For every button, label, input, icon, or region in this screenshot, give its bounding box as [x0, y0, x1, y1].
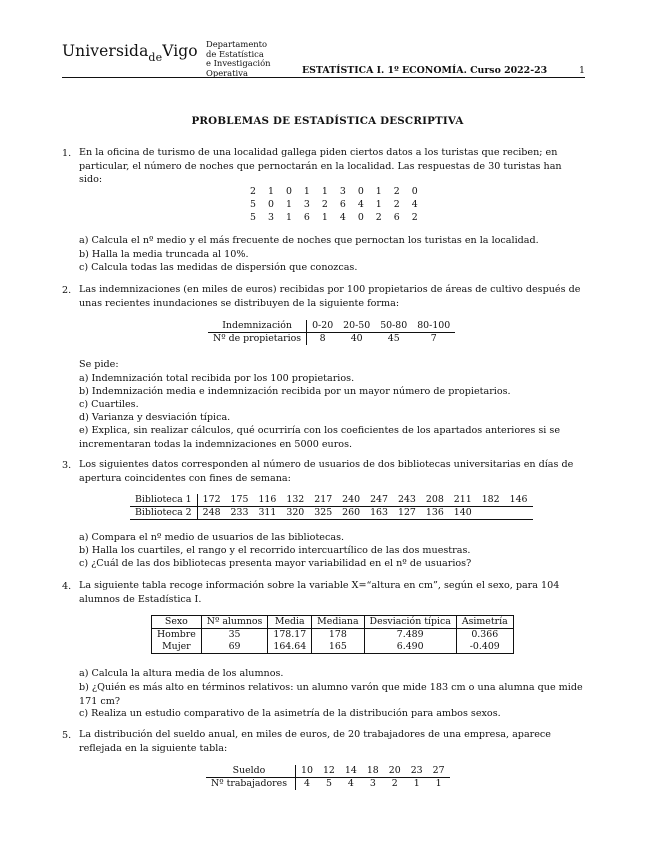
header-rule [62, 77, 585, 78]
problem-2-a: a) Indemnización total recibida por los 100 propietarios. [79, 373, 355, 384]
table-cell: Sexo [152, 616, 202, 629]
table-cell: 325 [314, 507, 333, 518]
table-row [130, 494, 533, 507]
table-cell: Nº alumnos [201, 616, 268, 629]
table-cell: 7.489 [364, 629, 456, 642]
department-name: Departamento de Estatística e Investigación Operativa [206, 39, 271, 78]
problem-2-b: b) Indemnización media e indemnización recibida por un mayor número de propietarios. [79, 386, 511, 397]
table-cell: 243 [393, 494, 421, 507]
table-cell: 5 [250, 199, 256, 210]
table-cell: 0 [357, 212, 364, 223]
table-cell: 6 [303, 212, 310, 223]
table-cell: 1 [285, 212, 292, 223]
table-cell: 178.17 [268, 629, 312, 642]
table-row [206, 765, 450, 778]
table-cell: 172 [197, 494, 225, 507]
table-header-row [152, 616, 514, 629]
table-cell: 4 [411, 199, 418, 210]
table-cell: 45 [387, 333, 400, 344]
table-cell: 247 [365, 494, 393, 507]
problem-3-b: b) Halla los cuartiles, el rango y el recorrido intercuartílico de las dos muestras. [79, 545, 471, 556]
table-cell: 175 [226, 494, 254, 507]
table-cell: 2 [321, 199, 328, 210]
table-cell: 0 [285, 186, 292, 197]
table-cell: 12 [322, 765, 335, 776]
problem-2-c: c) Cuartiles. [79, 399, 139, 410]
problem-number: 5. [62, 730, 72, 741]
data-row [244, 211, 424, 224]
problem-3-table [130, 494, 533, 520]
table-cell: 140 [453, 507, 472, 518]
page-number: 1 [579, 65, 585, 76]
table-cell: Indemnización [208, 320, 307, 333]
problem-1-intro: En la oficina de turismo de una localidad gallega piden ciertos datos a los turistas que reciben; en particular, el número de noches que pernoctarán en la localidad. Las respuestas de 30 turistas han sido: [79, 147, 562, 185]
table-cell: 136 [425, 507, 444, 518]
table-cell: 1 [321, 212, 328, 223]
table-row [152, 629, 514, 642]
table-cell: Nº de propietarios [208, 333, 307, 346]
table-cell: 3 [339, 186, 346, 197]
table-cell: Biblioteca 2 [130, 507, 197, 520]
table-row [206, 778, 450, 791]
data-row [244, 198, 424, 211]
table-cell: 80-100 [417, 320, 451, 331]
problem-4-a: a) Calcula la altura media de los alumnos. [79, 668, 284, 679]
table-cell: 18 [366, 765, 379, 776]
table-cell: 2 [411, 212, 418, 223]
table-row [208, 320, 455, 333]
table-cell: Asimetría [461, 616, 508, 627]
problem-4-table [151, 615, 514, 654]
table-cell: 178 [312, 629, 364, 642]
document-title: PROBLEMAS DE ESTADÍSTICA DESCRIPTIVA [191, 115, 464, 127]
problem-4-b: b) ¿Quién es más alto en términos relativos: un alumno varón que mide 183 cm o una alumna que mide 171 cm? [79, 682, 583, 707]
table-cell: Mujer [152, 641, 202, 654]
table-row [208, 333, 455, 346]
table-cell: 3 [369, 778, 376, 789]
table-cell: 132 [281, 494, 309, 507]
problem-5-table [206, 765, 450, 790]
course-title: ESTATÍSTICA I. 1º ECONOMÍA. Curso 2022-23 [302, 65, 548, 76]
table-cell: 3 [303, 199, 310, 210]
table-cell [505, 507, 533, 520]
table-cell: 4 [339, 212, 346, 223]
table-cell: 20-50 [343, 320, 371, 331]
university-logo: Universida$_{de}$Vigo [62, 42, 198, 64]
table-cell: 217 [309, 494, 337, 507]
problem-1-a: a) Calcula el nº medio y el más frecuente de noches que pernoctan los turistas en la localidad. [79, 235, 539, 246]
table-cell: 5 [325, 778, 332, 789]
table-cell: 6 [393, 212, 400, 223]
problem-2-d: d) Varianza y desviación típica. [79, 412, 231, 423]
problem-2-table [208, 320, 455, 345]
table-cell: 146 [505, 494, 533, 507]
problem-2-e: e) Explica, sin realizar cálculos, qué ocurriría con los coeficientes de los apartados anteriores si se incrementaran todas la indemnizaciones en 5000 euros. [79, 425, 561, 450]
table-cell: 116 [253, 494, 281, 507]
problem-3-a: a) Compara el nº medio de usuarios de las bibliotecas. [79, 532, 345, 543]
table-cell: 8 [319, 333, 326, 344]
table-row [130, 507, 533, 520]
table-cell: 0 [267, 199, 274, 210]
table-cell: 0.366 [471, 629, 499, 640]
table-cell: Hombre [152, 629, 202, 642]
page-header [62, 38, 585, 78]
table-cell: 260 [342, 507, 361, 518]
table-cell: 2 [391, 778, 398, 789]
problem-2-intro: Las indemnizaciones (en miles de euros) recibidas por 100 propietarios de áreas de cultivo después de unas recientes inundaciones se distribuyen de la siguiente forma: [79, 284, 581, 309]
table-cell: 163 [370, 507, 388, 518]
table-cell: 7 [430, 333, 437, 344]
table-cell: 208 [421, 494, 449, 507]
table-cell: 6 [339, 199, 346, 210]
table-cell: 233 [230, 507, 249, 518]
table-cell: 2 [393, 186, 400, 197]
table-cell: 240 [337, 494, 365, 507]
table-cell: 1 [303, 186, 310, 197]
table-cell: 0-20 [312, 320, 334, 331]
table-cell: 10 [301, 765, 313, 776]
table-cell [477, 507, 505, 520]
table-cell: Biblioteca 1 [130, 494, 197, 507]
table-cell: 6.490 [364, 641, 456, 654]
table-cell: 311 [258, 507, 277, 518]
table-cell: Media [268, 616, 312, 629]
problem-1-c: c) Calcula todas las medidas de dispersión que conozcas. [79, 262, 358, 273]
table-cell: 1 [375, 199, 382, 210]
table-cell: 1 [435, 778, 442, 789]
table-cell: 2 [393, 199, 400, 210]
table-cell: 4 [357, 199, 364, 210]
problem-4-intro: La siguiente tabla recoge información sobre la variable X=“altura en cm”, según el sexo, para 104 alumnos de Estadística I. [79, 580, 560, 605]
table-cell: Mediana [312, 616, 364, 629]
table-cell: 164.64 [268, 641, 312, 654]
table-cell: Desviación típica [364, 616, 456, 629]
table-cell: 35 [201, 629, 268, 642]
problem-3-c: c) ¿Cuál de las dos bibliotecas presenta mayor variabilidad en el nº de usuarios? [79, 558, 472, 569]
table-cell: 69 [201, 641, 268, 654]
table-cell: 50-80 [380, 320, 408, 331]
table-cell: 23 [410, 765, 423, 776]
table-cell: 4 [347, 778, 354, 789]
table-cell: 40 [350, 333, 363, 344]
table-cell: 20 [388, 765, 401, 776]
table-cell: Sueldo [206, 765, 296, 778]
table-cell: 1 [267, 186, 274, 197]
data-row [244, 185, 424, 198]
problem-4-c: c) Realiza un estudio comparativo de la asimetría de la distribución para ambos sexos. [79, 708, 501, 719]
table-cell: 14 [344, 765, 357, 776]
table-cell: 0 [411, 186, 418, 197]
table-cell: 1 [321, 186, 328, 197]
table-cell: 211 [449, 494, 477, 507]
table-row [152, 641, 514, 654]
problem-1-b: b) Halla la media truncada al 10%. [79, 249, 249, 260]
table-cell: 1 [413, 778, 420, 789]
problem-number: 3. [62, 460, 72, 471]
table-cell: 2 [375, 212, 382, 223]
problem-number: 2. [62, 285, 72, 296]
problem-5-intro: La distribución del sueldo anual, en miles de euros, de 20 trabajadores de una empresa, aparece reflejada en la siguiente tabla: [79, 729, 551, 754]
problem-3-intro: Los siguientes datos corresponden al número de usuarios de dos bibliotecas universitarias en días de apertura coincidentes con fines de semana: [79, 459, 574, 484]
table-cell: 182 [477, 494, 505, 507]
problem-number: 4. [62, 581, 72, 592]
table-cell: 4 [304, 778, 310, 789]
table-cell: 0 [357, 186, 364, 197]
table-cell: 1 [285, 199, 292, 210]
table-cell: 3 [267, 212, 274, 223]
table-cell: 2 [250, 186, 256, 197]
table-cell: 248 [202, 507, 221, 518]
table-cell: 127 [397, 507, 416, 518]
table-cell: 5 [250, 212, 256, 223]
table-cell: 165 [312, 641, 364, 654]
table-cell: -0.409 [469, 641, 500, 652]
table-cell: 27 [432, 765, 445, 776]
problem-1-data [244, 185, 424, 224]
table-cell: 1 [375, 186, 382, 197]
table-cell: Nº trabajadores [206, 778, 296, 791]
problem-2-se-pide: Se pide: [79, 359, 119, 370]
problem-number: 1. [62, 148, 72, 159]
table-cell: 320 [286, 507, 305, 518]
